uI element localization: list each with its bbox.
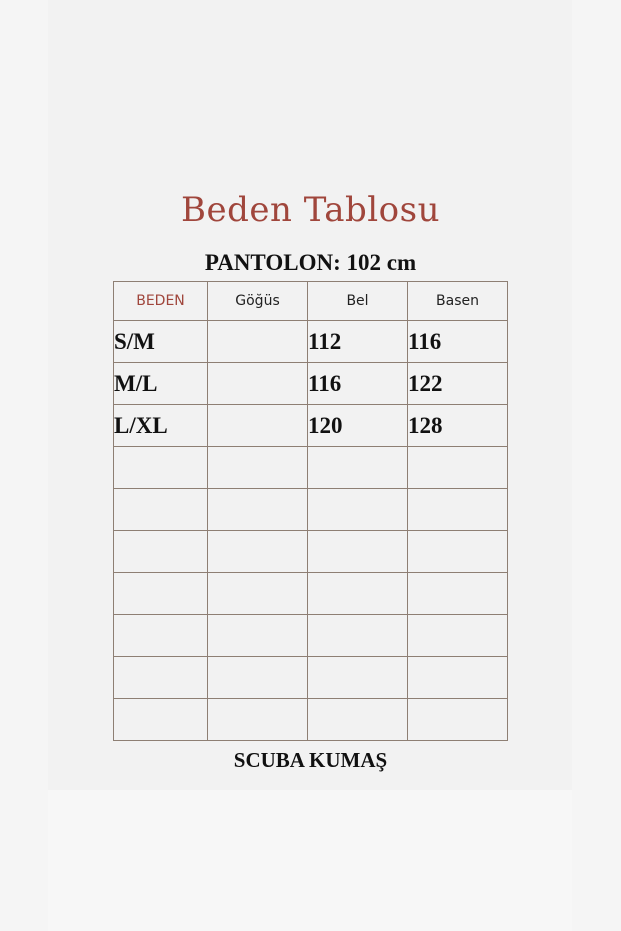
header-basen: Basen [408, 282, 508, 321]
table-row [114, 573, 508, 615]
size-cell: L/XL [114, 405, 208, 447]
measure-cell [408, 615, 508, 657]
table-row [114, 363, 508, 405]
measure-cell: 116 [308, 363, 408, 405]
measure-cell [408, 699, 508, 741]
table-row [114, 405, 508, 447]
measure-cell [208, 405, 308, 447]
table-row [114, 615, 508, 657]
table-row [114, 447, 508, 489]
header-beden: BEDEN [114, 282, 208, 321]
table-row [114, 531, 508, 573]
measure-cell [208, 615, 308, 657]
page-subtitle: PANTOLON: 102 cm [204, 250, 417, 275]
measure-cell [408, 447, 508, 489]
size-cell [114, 489, 208, 531]
header-gogus: Göğüs [208, 282, 308, 321]
measure-cell: 112 [308, 321, 408, 363]
table-row [114, 657, 508, 699]
size-cell [114, 657, 208, 699]
size-cell [114, 573, 208, 615]
measure-cell [208, 447, 308, 489]
measure-cell [308, 489, 408, 531]
header-bel: Bel [308, 282, 408, 321]
measure-cell: 122 [408, 363, 508, 405]
measure-cell [408, 489, 508, 531]
measure-cell [308, 699, 408, 741]
measure-cell [208, 321, 308, 363]
measure-cell: 116 [408, 321, 508, 363]
measure-cell: 128 [408, 405, 508, 447]
size-cell: S/M [114, 321, 208, 363]
measure-cell [408, 573, 508, 615]
table-header-row [114, 282, 508, 321]
measure-cell [308, 657, 408, 699]
table-row [114, 321, 508, 363]
measure-cell [208, 657, 308, 699]
size-cell [114, 615, 208, 657]
size-cell [114, 531, 208, 573]
measure-cell [408, 531, 508, 573]
measure-cell [208, 531, 308, 573]
table-row [114, 699, 508, 741]
measure-cell [308, 447, 408, 489]
measure-cell [208, 699, 308, 741]
measure-cell [308, 615, 408, 657]
measure-cell [308, 531, 408, 573]
size-cell [114, 447, 208, 489]
table-row [114, 489, 508, 531]
measure-cell [308, 573, 408, 615]
measure-cell: 120 [308, 405, 408, 447]
measure-cell [208, 489, 308, 531]
table-body [114, 321, 508, 741]
size-cell: M/L [114, 363, 208, 405]
size-table [113, 281, 508, 741]
measure-cell [208, 363, 308, 405]
fabric-note: SCUBA KUMAŞ [233, 748, 388, 772]
page-title: Beden Tablosu [181, 190, 440, 230]
size-cell [114, 699, 208, 741]
page-lower-panel [48, 790, 572, 931]
measure-cell [408, 657, 508, 699]
measure-cell [208, 573, 308, 615]
